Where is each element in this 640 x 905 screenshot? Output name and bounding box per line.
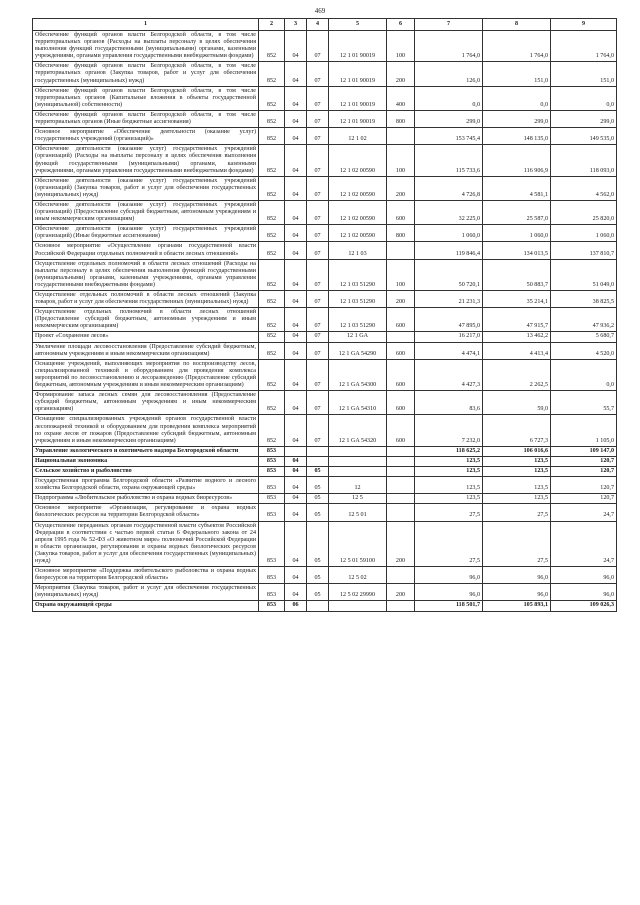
amount-year-3: 51 049,0 (551, 259, 617, 290)
code-vr (387, 128, 415, 145)
code-gr: 852 (259, 291, 285, 308)
code-csr: 12 5 (329, 494, 387, 504)
row-name: Обеспечение деятельности (оказание услуг) государственных учреждений (организаций) (Иные бюджетные ассигнования) (33, 225, 259, 242)
code-csr: 12 1 GA (329, 332, 387, 342)
amount-year-2: 96,0 (483, 567, 551, 584)
code-pr: 07 (307, 110, 329, 127)
code-pr: 07 (307, 86, 329, 110)
code-csr: 12 1 02 00590 (329, 200, 387, 224)
table-row (33, 342, 617, 359)
code-gr: 852 (259, 359, 285, 390)
amount-year-2: 96,0 (483, 584, 551, 601)
code-vr (387, 567, 415, 584)
code-pr: 07 (307, 291, 329, 308)
table-row (33, 494, 617, 504)
amount-year-3: 38 825,5 (551, 291, 617, 308)
code-gr: 852 (259, 225, 285, 242)
amount-year-2: 151,0 (483, 62, 551, 86)
code-pr (307, 601, 329, 611)
row-name: Оснащение учреждений, выполняющих мероприятия по воспроизводству лесов, специализированной техникой и оборудованием для проведения комплекса мероприятий по лесовосстановлению и лесоразведению (Предоставление субсидий бюджетным, автономным учреждениям и иным некоммерческим организациям) (33, 359, 259, 390)
amount-year-1: 27,5 (415, 521, 483, 567)
code-pr: 07 (307, 145, 329, 176)
code-vr: 100 (387, 31, 415, 62)
amount-year-1: 32 225,0 (415, 200, 483, 224)
code-gr: 853 (259, 446, 285, 456)
amount-year-1: 27,5 (415, 504, 483, 521)
code-gr: 853 (259, 504, 285, 521)
column-header: 6 (387, 19, 415, 31)
amount-year-2: 25 587,0 (483, 200, 551, 224)
table-row (33, 31, 617, 62)
code-gr: 853 (259, 466, 285, 476)
code-rz: 04 (285, 145, 307, 176)
code-pr: 05 (307, 494, 329, 504)
code-csr: 12 1 02 (329, 128, 387, 145)
amount-year-2: 106 016,6 (483, 446, 551, 456)
code-rz: 04 (285, 391, 307, 415)
table-row (33, 332, 617, 342)
code-rz: 04 (285, 308, 307, 332)
amount-year-3: 109 147,0 (551, 446, 617, 456)
code-csr (329, 446, 387, 456)
code-vr (387, 332, 415, 342)
amount-year-2: 123,5 (483, 494, 551, 504)
code-vr: 200 (387, 584, 415, 601)
amount-year-1: 83,6 (415, 391, 483, 415)
code-rz: 04 (285, 332, 307, 342)
code-pr: 07 (307, 308, 329, 332)
amount-year-1: 4 726,8 (415, 176, 483, 200)
code-gr: 852 (259, 86, 285, 110)
table-row (33, 86, 617, 110)
row-name: Увеличение площади лесовосстановления (Предоставление субсидий бюджетным, автономным учреждениям и иным некоммерческим организациям) (33, 342, 259, 359)
amount-year-1: 119 846,4 (415, 242, 483, 259)
code-rz: 04 (285, 31, 307, 62)
code-rz: 06 (285, 601, 307, 611)
code-pr: 07 (307, 31, 329, 62)
amount-year-3: 149 535,0 (551, 128, 617, 145)
row-name: Проект «Сохранение лесов» (33, 332, 259, 342)
column-header: 7 (415, 19, 483, 31)
code-gr: 852 (259, 110, 285, 127)
code-csr: 12 1 03 51290 (329, 291, 387, 308)
amount-year-1: 4 427,3 (415, 359, 483, 390)
amount-year-1: 118 625,2 (415, 446, 483, 456)
code-pr: 07 (307, 359, 329, 390)
amount-year-2: 27,5 (483, 504, 551, 521)
code-csr: 12 1 01 90019 (329, 31, 387, 62)
amount-year-3: 1 764,0 (551, 31, 617, 62)
code-rz: 04 (285, 456, 307, 466)
code-gr: 853 (259, 567, 285, 584)
table-row (33, 521, 617, 567)
amount-year-2: 123,5 (483, 477, 551, 494)
code-pr: 07 (307, 332, 329, 342)
row-name: Государственная программа Белгородской области «Развитие водного и лесного хозяйства Белгородской области, охрана окружающей среды» (33, 477, 259, 494)
code-rz: 04 (285, 110, 307, 127)
code-pr: 05 (307, 504, 329, 521)
row-name: Осуществление переданных органам государственной власти субъектов Российской Федерации в соответствии с частью первой статьи 6 Федерального закона от 24 апреля 1995 года № 52-ФЗ «О животном мире» полномочий Российской Федерации в области организации, регулирования и охраны водных биологических ресурсов (Закупка товаров, работ и услуг для обеспечения государственных (муниципальных) нужд) (33, 521, 259, 567)
amount-year-2: 13 462,2 (483, 332, 551, 342)
code-rz: 04 (285, 521, 307, 567)
code-pr: 05 (307, 584, 329, 601)
table-header-row (33, 19, 617, 31)
code-vr: 600 (387, 200, 415, 224)
column-header: 8 (483, 19, 551, 31)
amount-year-1: 1 060,0 (415, 225, 483, 242)
table-row (33, 359, 617, 390)
amount-year-3: 96,0 (551, 567, 617, 584)
code-gr: 852 (259, 308, 285, 332)
code-vr: 200 (387, 291, 415, 308)
amount-year-3: 151,0 (551, 62, 617, 86)
table-row (33, 259, 617, 290)
row-name: Осуществление отдельных полномочий в области лесных отношений (Расходы на выплаты персоналу в целях обеспечения выполнения функций государственными (муниципальными) органами, казенными учреждениями, органами управления государственными внебюджетными фондами) (33, 259, 259, 290)
amount-year-3: 120,7 (551, 477, 617, 494)
amount-year-1: 153 745,4 (415, 128, 483, 145)
code-gr: 852 (259, 415, 285, 446)
amount-year-2: 50 883,7 (483, 259, 551, 290)
amount-year-2: 105 893,1 (483, 601, 551, 611)
amount-year-1: 50 720,1 (415, 259, 483, 290)
table-row (33, 446, 617, 456)
table-row (33, 567, 617, 584)
amount-year-2: 1 060,0 (483, 225, 551, 242)
code-rz: 04 (285, 359, 307, 390)
amount-year-3: 0,0 (551, 359, 617, 390)
code-pr: 07 (307, 62, 329, 86)
code-csr (329, 456, 387, 466)
column-header: 5 (329, 19, 387, 31)
amount-year-2: 134 013,5 (483, 242, 551, 259)
table-row (33, 242, 617, 259)
row-name: Основное мероприятие «Осуществление органами государственной власти Российской Федерации отдельных полномочий в области лесных отношений» (33, 242, 259, 259)
table-row (33, 308, 617, 332)
amount-year-2: 4 581,1 (483, 176, 551, 200)
row-name: Основное мероприятие «Поддержка любительского рыболовства и охрана водных биоресурсов на территории Белгородской области» (33, 567, 259, 584)
column-header: 9 (551, 19, 617, 31)
code-pr: 07 (307, 342, 329, 359)
row-name: Осуществление отдельных полномочий в области лесных отношений (Предоставление субсидий бюджетным, автономным учреждениям и иным некоммерческим организациям) (33, 308, 259, 332)
amount-year-1: 96,0 (415, 584, 483, 601)
code-csr: 12 1 03 (329, 242, 387, 259)
code-vr: 800 (387, 225, 415, 242)
code-gr: 852 (259, 391, 285, 415)
code-csr: 12 5 02 (329, 567, 387, 584)
code-csr: 12 1 03 51290 (329, 259, 387, 290)
amount-year-3: 96,0 (551, 584, 617, 601)
code-gr: 853 (259, 521, 285, 567)
code-csr: 12 1 GA 54310 (329, 391, 387, 415)
row-name: Охрана окружающей среды (33, 601, 259, 611)
code-rz: 04 (285, 291, 307, 308)
code-vr (387, 446, 415, 456)
column-header: 4 (307, 19, 329, 31)
amount-year-1: 16 217,0 (415, 332, 483, 342)
code-rz: 04 (285, 259, 307, 290)
code-vr: 200 (387, 521, 415, 567)
row-name: Формирование запаса лесных семян для лесовосстановления (Предоставление субсидий бюджетным, автономным учреждениям и иным некоммерческим организациям) (33, 391, 259, 415)
table-row (33, 128, 617, 145)
code-gr: 852 (259, 242, 285, 259)
code-vr: 600 (387, 415, 415, 446)
code-csr: 12 5 01 59100 (329, 521, 387, 567)
table-row (33, 456, 617, 466)
amount-year-1: 123,5 (415, 456, 483, 466)
code-pr: 07 (307, 225, 329, 242)
amount-year-2: 1 764,0 (483, 31, 551, 62)
amount-year-1: 4 474,1 (415, 342, 483, 359)
amount-year-1: 123,5 (415, 494, 483, 504)
amount-year-2: 0,0 (483, 86, 551, 110)
amount-year-2: 27,5 (483, 521, 551, 567)
amount-year-1: 123,5 (415, 477, 483, 494)
row-name: Обеспечение деятельности (оказание услуг) государственных учреждений (организаций) (Закупка товаров, работ и услуг для обеспечения государственных (муниципальных) нужд) (33, 176, 259, 200)
code-csr: 12 1 03 51290 (329, 308, 387, 332)
amount-year-2: 116 906,9 (483, 145, 551, 176)
code-pr: 07 (307, 391, 329, 415)
code-csr (329, 466, 387, 476)
code-rz: 04 (285, 176, 307, 200)
amount-year-1: 123,5 (415, 466, 483, 476)
code-gr: 853 (259, 584, 285, 601)
code-rz: 04 (285, 128, 307, 145)
amount-year-3: 120,7 (551, 494, 617, 504)
table-row (33, 176, 617, 200)
code-vr (387, 601, 415, 611)
amount-year-3: 120,7 (551, 456, 617, 466)
table-row (33, 200, 617, 224)
row-name: Сельское хозяйство и рыболовство (33, 466, 259, 476)
amount-year-1: 96,0 (415, 567, 483, 584)
amount-year-2: 59,0 (483, 391, 551, 415)
code-vr (387, 494, 415, 504)
code-gr: 852 (259, 342, 285, 359)
amount-year-2: 123,5 (483, 466, 551, 476)
row-name: Национальная экономика (33, 456, 259, 466)
code-rz: 04 (285, 200, 307, 224)
amount-year-1: 7 232,0 (415, 415, 483, 446)
table-row (33, 584, 617, 601)
code-rz: 04 (285, 242, 307, 259)
table-row (33, 62, 617, 86)
code-pr: 05 (307, 477, 329, 494)
row-name: Подпрограмма «Любительское рыболовство и охрана водных биоресурсов» (33, 494, 259, 504)
code-vr (387, 242, 415, 259)
row-name: Обеспечение функций органов власти Белгородской области, в том числе территориальных органов (Капитальные вложения в объекты государственной (муниципальной) собственности) (33, 86, 259, 110)
code-vr: 600 (387, 391, 415, 415)
amount-year-2: 47 915,7 (483, 308, 551, 332)
code-rz: 04 (285, 86, 307, 110)
amount-year-3: 24,7 (551, 504, 617, 521)
amount-year-1: 115 733,6 (415, 145, 483, 176)
column-header: 3 (285, 19, 307, 31)
budget-table (32, 18, 617, 612)
code-gr: 852 (259, 62, 285, 86)
code-csr: 12 1 02 00590 (329, 176, 387, 200)
code-pr: 07 (307, 242, 329, 259)
row-name: Управление экологического и охотничьего надзора Белгородской области (33, 446, 259, 456)
code-csr: 12 5 02 29990 (329, 584, 387, 601)
code-gr: 852 (259, 128, 285, 145)
table-row (33, 601, 617, 611)
code-rz: 04 (285, 477, 307, 494)
table-row (33, 415, 617, 446)
code-vr: 100 (387, 145, 415, 176)
row-name: Обеспечение функций органов власти Белгородской области, в том числе территориальных органов (Иные бюджетные ассигнования) (33, 110, 259, 127)
amount-year-3: 118 093,0 (551, 145, 617, 176)
amount-year-3: 4 520,0 (551, 342, 617, 359)
table-row (33, 504, 617, 521)
code-csr: 12 (329, 477, 387, 494)
code-rz: 04 (285, 494, 307, 504)
amount-year-1: 1 764,0 (415, 31, 483, 62)
amount-year-1: 21 231,3 (415, 291, 483, 308)
code-rz: 04 (285, 342, 307, 359)
code-csr: 12 1 GA 54300 (329, 359, 387, 390)
code-csr: 12 1 01 90019 (329, 62, 387, 86)
amount-year-3: 1 060,0 (551, 225, 617, 242)
code-vr: 600 (387, 308, 415, 332)
code-gr: 852 (259, 145, 285, 176)
code-vr: 200 (387, 176, 415, 200)
code-vr (387, 477, 415, 494)
amount-year-2: 4 413,4 (483, 342, 551, 359)
code-rz (285, 446, 307, 456)
code-pr: 07 (307, 259, 329, 290)
code-gr: 852 (259, 332, 285, 342)
table-row (33, 110, 617, 127)
code-rz: 04 (285, 466, 307, 476)
table-row (33, 291, 617, 308)
code-rz: 04 (285, 225, 307, 242)
code-rz: 04 (285, 504, 307, 521)
code-vr: 100 (387, 259, 415, 290)
code-rz: 04 (285, 567, 307, 584)
amount-year-3: 120,7 (551, 466, 617, 476)
column-header: 2 (259, 19, 285, 31)
row-name: Основное мероприятие «Обеспечение деятельности (оказание услуг) государственных учреждений (организаций)» (33, 128, 259, 145)
code-csr: 12 1 GA 54290 (329, 342, 387, 359)
code-pr: 05 (307, 466, 329, 476)
code-csr: 12 1 01 90019 (329, 86, 387, 110)
amount-year-1: 126,0 (415, 62, 483, 86)
amount-year-1: 0,0 (415, 86, 483, 110)
code-pr (307, 456, 329, 466)
amount-year-1: 118 501,7 (415, 601, 483, 611)
row-name: Обеспечение функций органов власти Белгородской области, в том числе территориальных органов (Расходы на выплаты персоналу в целях обеспечения выполнения функций государственными (муниципальными) органами, казенными учреждениями, органами управления государственными внебюджетными фондами) (33, 31, 259, 62)
code-csr: 12 5 01 (329, 504, 387, 521)
code-pr: 05 (307, 521, 329, 567)
table-body (33, 31, 617, 612)
amount-year-3: 55,7 (551, 391, 617, 415)
amount-year-2: 123,5 (483, 456, 551, 466)
code-vr: 600 (387, 342, 415, 359)
code-gr: 853 (259, 477, 285, 494)
code-vr (387, 466, 415, 476)
page-number: 469 (314, 7, 326, 15)
amount-year-3: 5 680,7 (551, 332, 617, 342)
code-csr: 12 1 GA 54320 (329, 415, 387, 446)
code-csr: 12 1 02 00590 (329, 145, 387, 176)
amount-year-3: 24,7 (551, 521, 617, 567)
row-name: Осуществление отдельных полномочий в области лесных отношений (Закупка товаров, работ и услуг для обеспечения государственных (муниципальных) нужд) (33, 291, 259, 308)
row-name: Обеспечение функций органов власти Белгородской области, в том числе территориальных органов (Закупка товаров, работ и услуг для обеспечения государственных (муниципальных) нужд) (33, 62, 259, 86)
code-csr: 12 1 02 00590 (329, 225, 387, 242)
row-name: Мероприятия (Закупка товаров, работ и услуг для обеспечения государственных (муниципальных) нужд) (33, 584, 259, 601)
row-name: Оснащение специализированных учреждений органов государственной власти лесопожарной техникой и оборудованием для проведения комплекса мероприятий по охране лесов от пожаров (Предоставление субсидий бюджетным, автономным учреждениям и иным некоммерческим организациям) (33, 415, 259, 446)
table-row (33, 466, 617, 476)
code-pr (307, 446, 329, 456)
code-gr: 852 (259, 200, 285, 224)
code-gr: 853 (259, 601, 285, 611)
amount-year-3: 109 026,3 (551, 601, 617, 611)
amount-year-3: 0,0 (551, 86, 617, 110)
amount-year-3: 4 562,0 (551, 176, 617, 200)
code-gr: 853 (259, 494, 285, 504)
table-row (33, 477, 617, 494)
code-vr: 800 (387, 110, 415, 127)
code-gr: 852 (259, 31, 285, 62)
code-pr: 07 (307, 200, 329, 224)
code-pr: 07 (307, 176, 329, 200)
code-csr: 12 1 01 90019 (329, 110, 387, 127)
code-gr: 853 (259, 456, 285, 466)
amount-year-2: 148 135,0 (483, 128, 551, 145)
code-vr (387, 504, 415, 521)
code-rz: 04 (285, 62, 307, 86)
code-vr: 200 (387, 62, 415, 86)
code-pr: 07 (307, 128, 329, 145)
code-vr: 600 (387, 359, 415, 390)
code-pr: 05 (307, 567, 329, 584)
amount-year-3: 47 936,2 (551, 308, 617, 332)
amount-year-2: 299,0 (483, 110, 551, 127)
row-name: Обеспечение деятельности (оказание услуг) государственных учреждений (организаций) (Предоставление субсидий бюджетным, автономным учреждениям и иным некоммерческим организациям) (33, 200, 259, 224)
table-row (33, 225, 617, 242)
table-row (33, 391, 617, 415)
amount-year-3: 1 105,0 (551, 415, 617, 446)
code-gr: 852 (259, 176, 285, 200)
code-vr (387, 456, 415, 466)
code-vr: 400 (387, 86, 415, 110)
row-name: Обеспечение деятельности (оказание услуг) государственных учреждений (организаций) (Расходы на выплаты персоналу в целях обеспечения выполнения функций государственными (муниципальными) органами, казенными учреждениями, органами управления государственными внебюджетными фондами) (33, 145, 259, 176)
amount-year-1: 47 895,0 (415, 308, 483, 332)
amount-year-3: 137 810,7 (551, 242, 617, 259)
amount-year-2: 6 727,3 (483, 415, 551, 446)
code-pr: 07 (307, 415, 329, 446)
row-name: Основное мероприятие «Организация, регулирование и охрана водных биологических ресурсов на территории Белгородской области» (33, 504, 259, 521)
code-gr: 852 (259, 259, 285, 290)
column-header: 1 (33, 19, 259, 31)
amount-year-2: 2 262,5 (483, 359, 551, 390)
amount-year-3: 299,0 (551, 110, 617, 127)
code-csr (329, 601, 387, 611)
code-rz: 04 (285, 584, 307, 601)
amount-year-1: 299,0 (415, 110, 483, 127)
amount-year-3: 25 820,0 (551, 200, 617, 224)
code-rz: 04 (285, 415, 307, 446)
table-row (33, 145, 617, 176)
amount-year-2: 35 214,1 (483, 291, 551, 308)
